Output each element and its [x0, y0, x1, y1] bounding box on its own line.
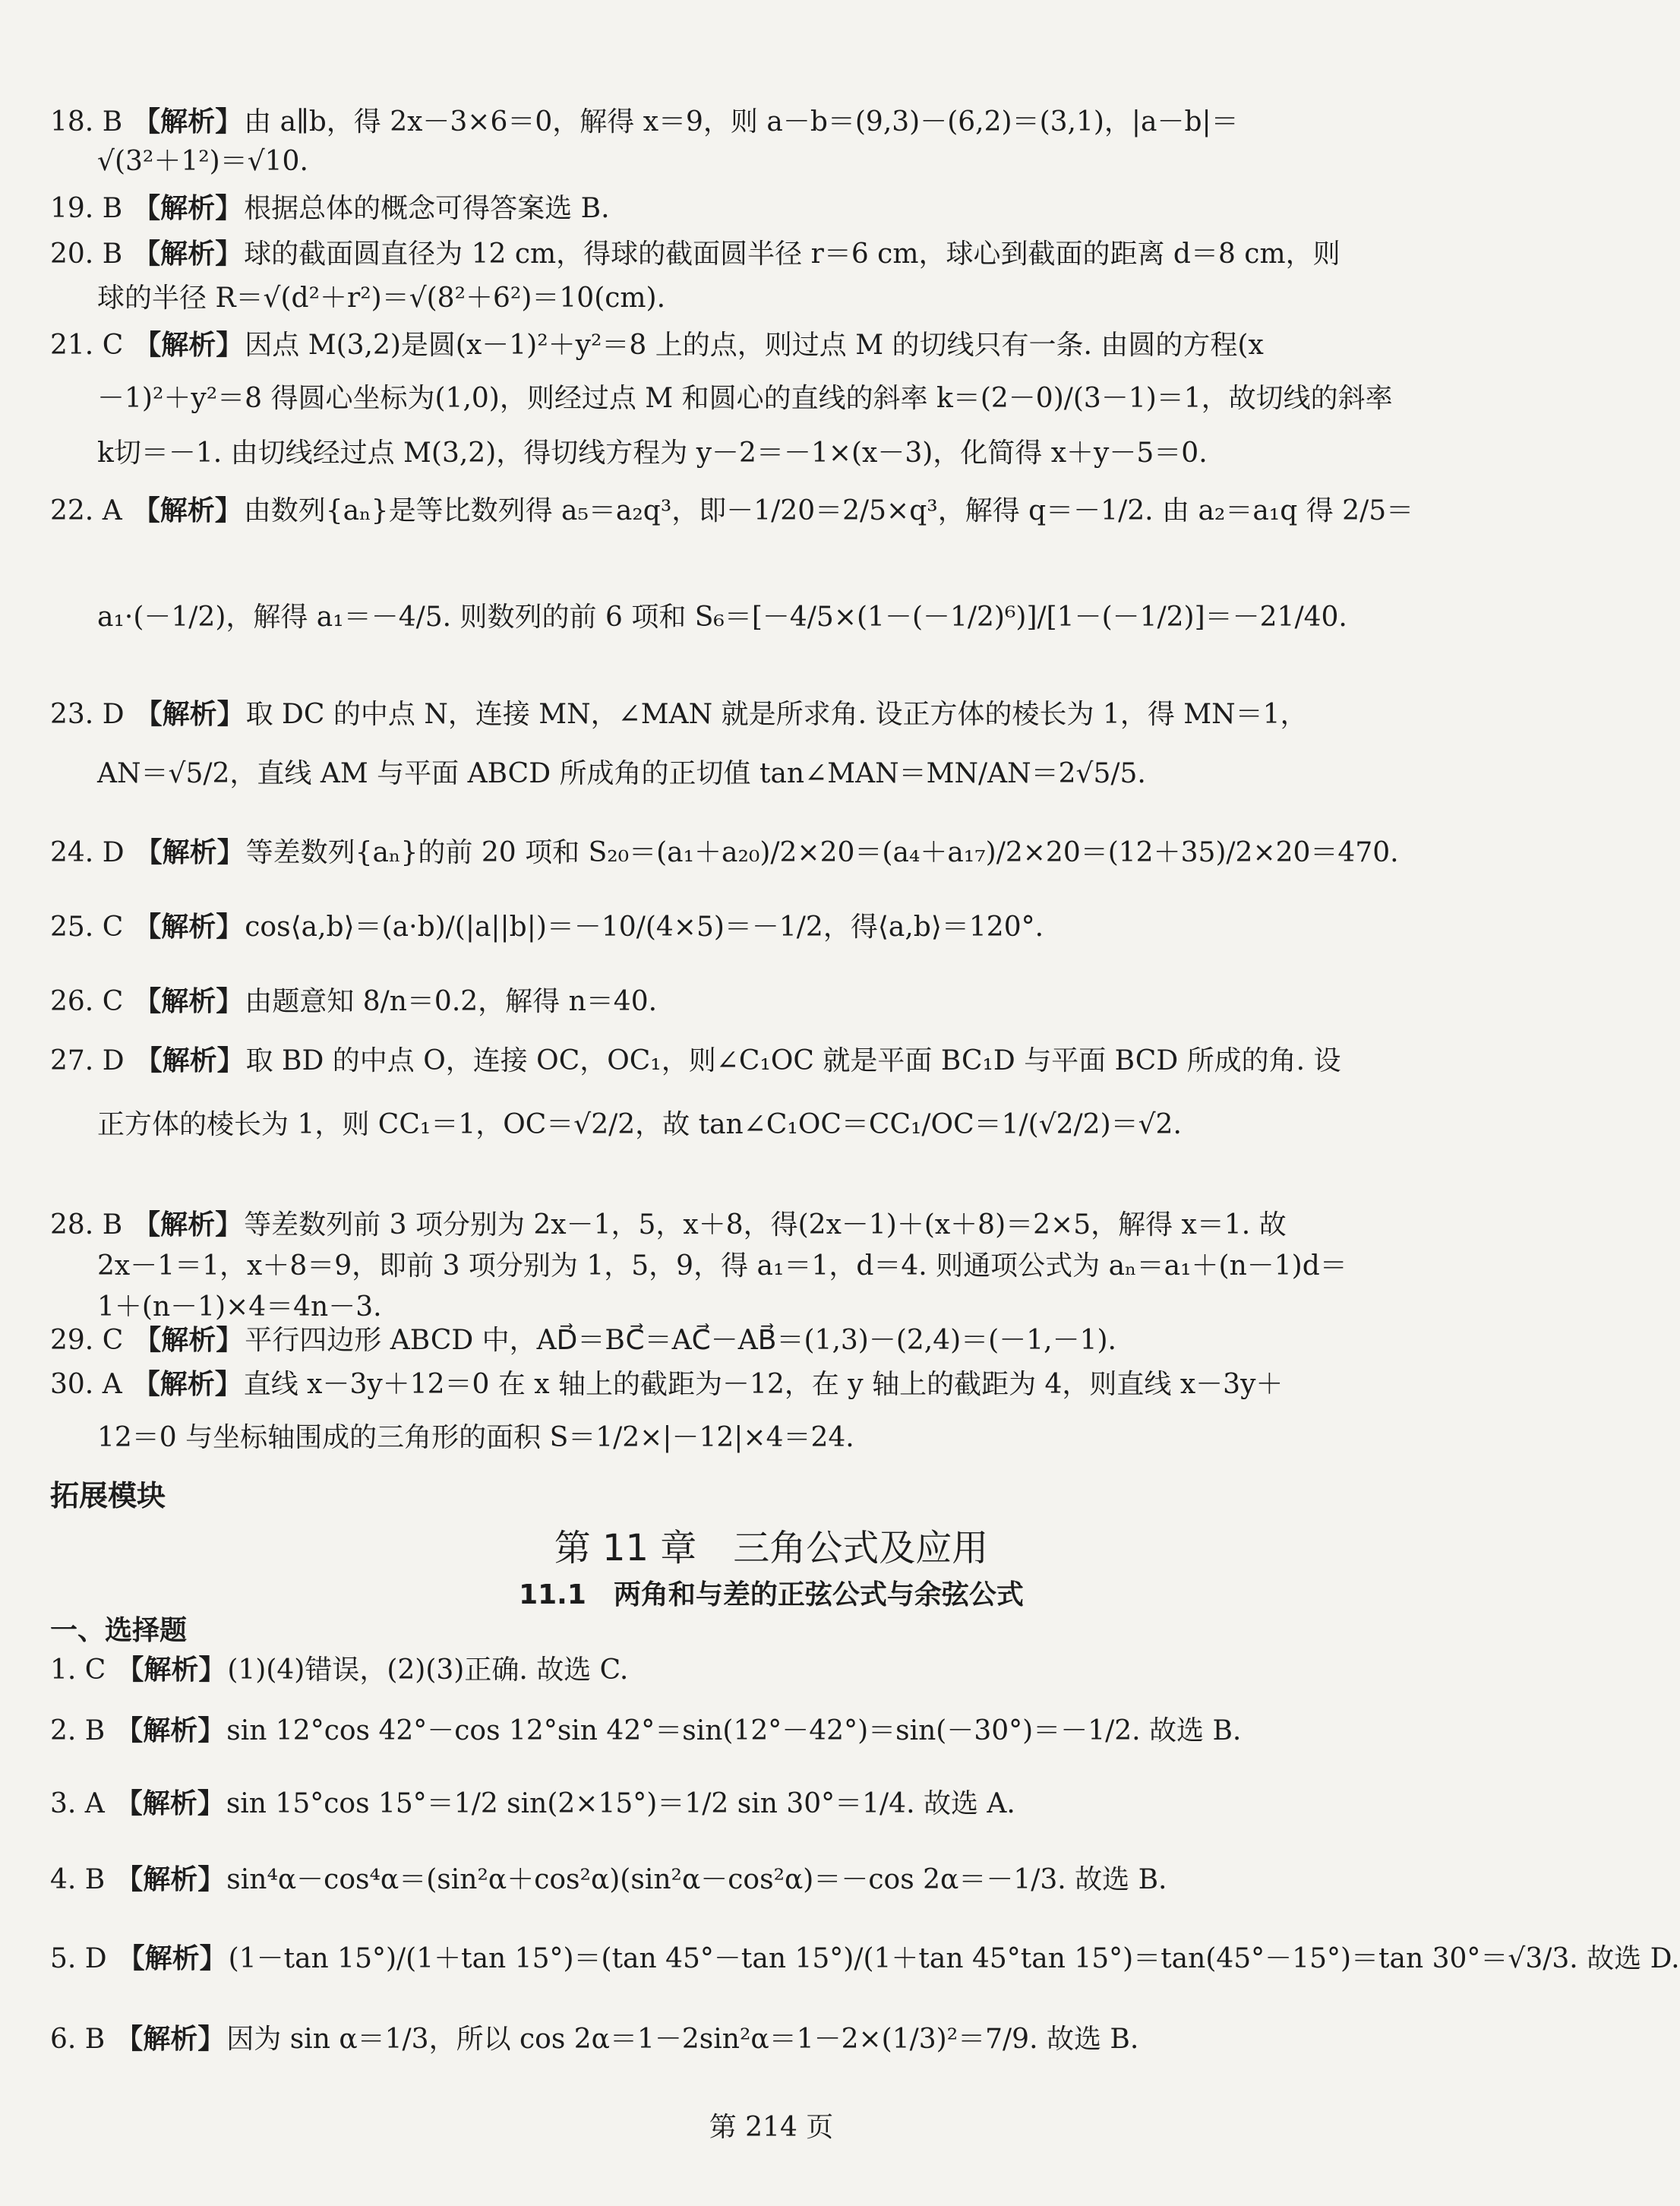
- answer-ext-3: 3. A 【解析】sin 15°cos 15°＝1/2 sin(2×15°)＝1/2 sin 30°＝1/4. 故选 A.: [50, 1788, 1015, 1819]
- answer-29: 29. C 【解析】平行四边形 ABCD 中，AD⃗＝BC⃗＝AC⃗－AB⃗＝(1,3)－(2,4)＝(－1,－1).: [50, 1325, 1116, 1356]
- answer-28: 28. B 【解析】等差数列前 3 项分别为 2x－1，5，x＋8，得(2x－1)＋(x＋8)＝2×5，解得 x＝1. 故: [50, 1209, 1287, 1240]
- answer-21-cont-1: －1)²＋y²＝8 得圆心坐标为(1,0)，则经过点 M 和圆心的直线的斜率 k＝(2－0)/(3－1)＝1，故切线的斜率: [97, 383, 1393, 414]
- answer-28-cont-1: 2x－1＝1，x＋8＝9，即前 3 项分别为 1，5，9，得 a₁＝1，d＝4. 则通项公式为 aₙ＝a₁＋(n－1)d＝: [97, 1250, 1347, 1282]
- answer-18-cont: √(3²＋1²)＝√10.: [97, 146, 308, 177]
- answer-20-cont: 球的半径 R＝√(d²＋r²)＝√(8²＋6²)＝10(cm).: [97, 283, 666, 314]
- subchapter-title: 11.1 两角和与差的正弦公式与余弦公式: [519, 1579, 1024, 1610]
- answer-18: 18. B 【解析】由 a∥b，得 2x－3×6＝0，解得 x＝9，则 a－b＝(9,3)－(6,2)＝(3,1)，|a－b|＝: [50, 106, 1239, 137]
- answer-23-cont: AN＝√5/2，直线 AM 与平面 ABCD 所成角的正切值 tan∠MAN＝MN/AN＝2√5/5.: [97, 758, 1146, 789]
- answer-ext-2: 2. B 【解析】sin 12°cos 42°－cos 12°sin 42°＝sin(12°－42°)＝sin(－30°)＝－1/2. 故选 B.: [50, 1715, 1242, 1746]
- page-number: 第 214 页: [709, 2112, 834, 2143]
- question-type: 一、选择题: [50, 1615, 188, 1646]
- answer-ext-1: 1. C 【解析】(1)(4)错误，(2)(3)正确. 故选 C.: [50, 1654, 629, 1686]
- answer-22-cont: a₁·(－1/2)，解得 a₁＝－4/5. 则数列的前 6 项和 S₆＝[－4/5×(1－(－1/2)⁶)]/[1－(－1/2)]＝－21/40.: [97, 602, 1347, 633]
- answer-21: 21. C 【解析】因点 M(3,2)是圆(x－1)²＋y²＝8 上的点，则过点 M 的切线只有一条. 由圆的方程(x: [50, 330, 1264, 361]
- answer-27-cont: 正方体的棱长为 1，则 CC₁＝1，OC＝√2/2，故 tan∠C₁OC＝CC₁/OC＝1/(√2/2)＝√2.: [97, 1109, 1182, 1140]
- answer-30-cont: 12＝0 与坐标轴围成的三角形的面积 S＝1/2×|－12|×4＝24.: [97, 1422, 854, 1453]
- answer-24: 24. D 【解析】等差数列{aₙ}的前 20 项和 S₂₀＝(a₁＋a₂₀)/2×20＝(a₄＋a₁₇)/2×20＝(12＋35)/2×20＝470.: [50, 837, 1399, 868]
- answer-30: 30. A 【解析】直线 x－3y＋12＝0 在 x 轴上的截距为－12，在 y 轴上的截距为 4，则直线 x－3y＋: [50, 1369, 1284, 1400]
- answer-ext-4: 4. B 【解析】sin⁴α－cos⁴α＝(sin²α＋cos²α)(sin²α－cos²α)＝－cos 2α＝－1/3. 故选 B.: [50, 1864, 1167, 1895]
- answer-21-cont-2: k切＝－1. 由切线经过点 M(3,2)，得切线方程为 y－2＝－1×(x－3)，化简得 x＋y－5＝0.: [97, 438, 1208, 469]
- answer-22: 22. A 【解析】由数列{aₙ}是等比数列得 a₅＝a₂q³，即－1/20＝2/5×q³，解得 q＝－1/2. 由 a₂＝a₁q 得 2/5＝: [50, 495, 1414, 526]
- answer-28-cont-2: 1＋(n－1)×4＝4n－3.: [97, 1291, 382, 1323]
- answer-23: 23. D 【解析】取 DC 的中点 N，连接 MN，∠MAN 就是所求角. 设正方体的棱长为 1，得 MN＝1，: [50, 699, 1308, 730]
- answer-20: 20. B 【解析】球的截面圆直径为 12 cm，得球的截面圆半径 r＝6 cm，球心到截面的距离 d＝8 cm，则: [50, 239, 1341, 270]
- section-title: 拓展模块: [50, 1479, 166, 1512]
- answer-ext-6: 6. B 【解析】因为 sin α＝1/3，所以 cos 2α＝1－2sin²α＝1－2×(1/3)²＝7/9. 故选 B.: [50, 2024, 1139, 2055]
- answer-26: 26. C 【解析】由题意知 8/n＝0.2，解得 n＝40.: [50, 986, 658, 1017]
- answer-19: 19. B 【解析】根据总体的概念可得答案选 B.: [50, 193, 610, 224]
- answer-25: 25. C 【解析】cos⟨a,b⟩＝(a·b)/(|a||b|)＝－10/(4×5)＝－1/2，得⟨a,b⟩＝120°.: [50, 912, 1044, 943]
- chapter-title: 第 11 章 三角公式及应用: [554, 1527, 989, 1569]
- answer-ext-5: 5. D 【解析】(1－tan 15°)/(1＋tan 15°)＝(tan 45°－tan 15°)/(1＋tan 45°tan 15°)＝tan(45°－15°)＝tan 30°＝√3/3. 故选 D.: [50, 1943, 1680, 1974]
- answer-27: 27. D 【解析】取 BD 的中点 O，连接 OC，OC₁，则∠C₁OC 就是平面 BC₁D 与平面 BCD 所成的角. 设: [50, 1045, 1341, 1076]
